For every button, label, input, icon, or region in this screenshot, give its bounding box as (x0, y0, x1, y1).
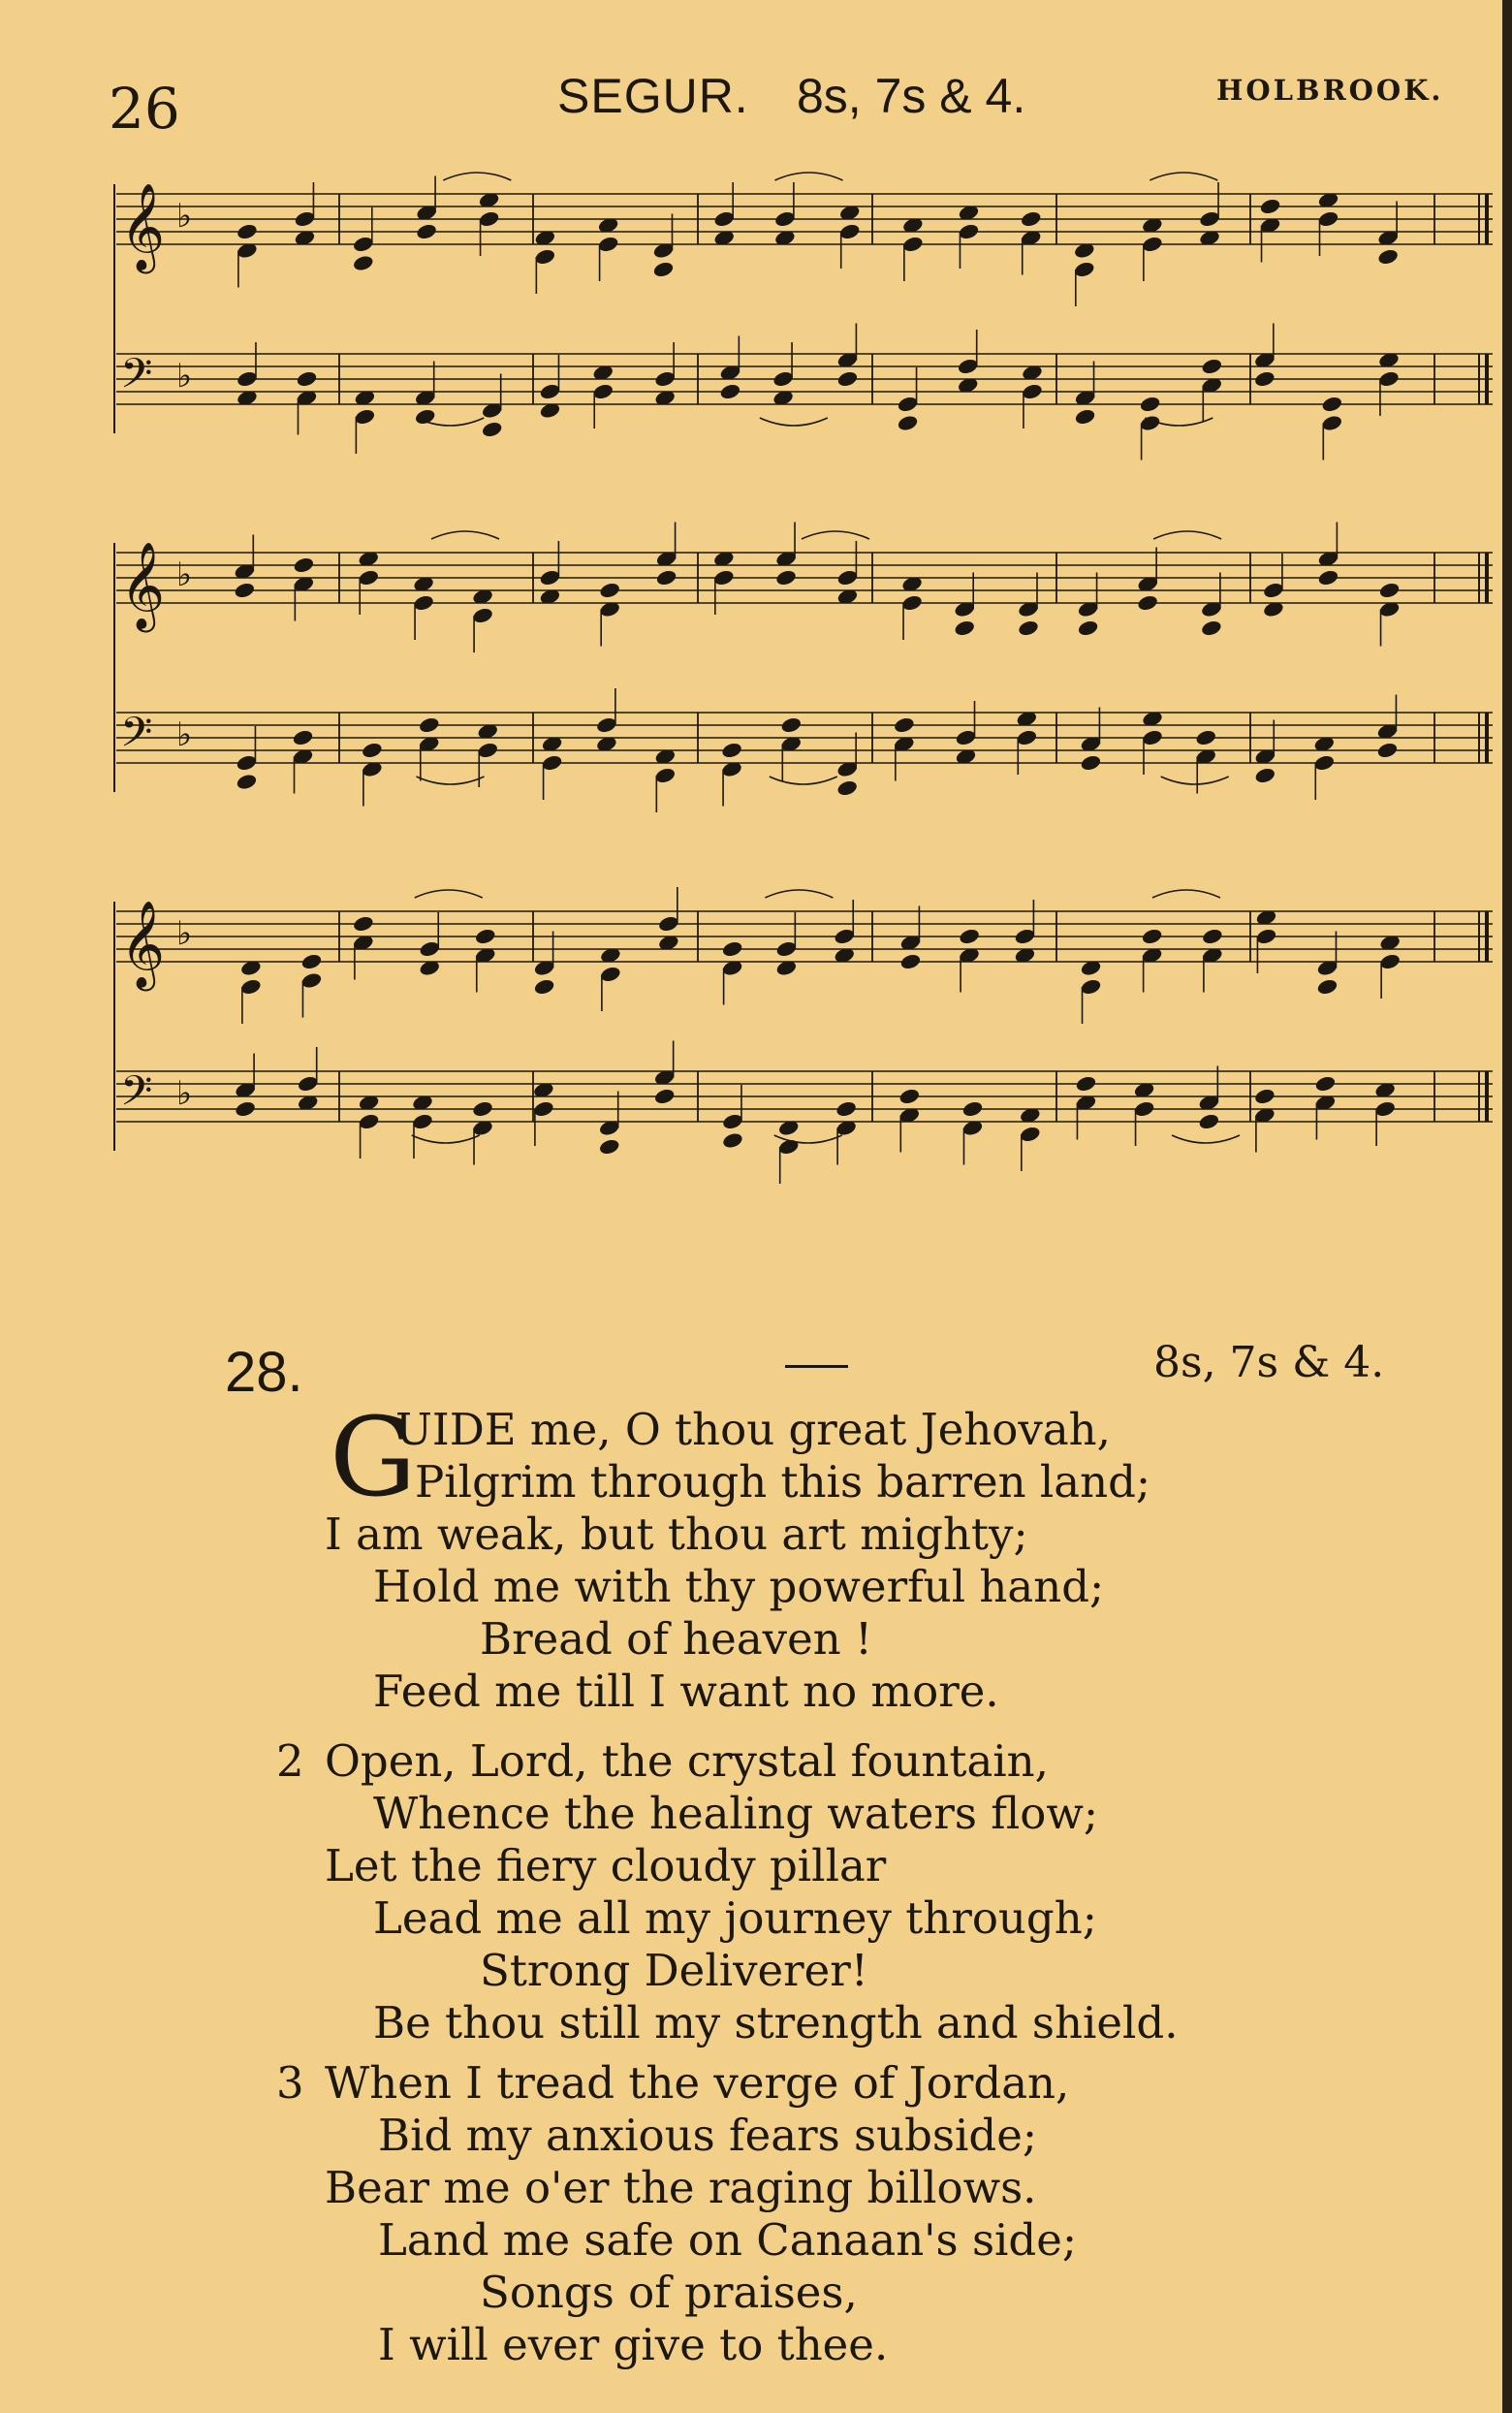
slur (1152, 890, 1220, 898)
note-head (292, 728, 314, 746)
note-head (898, 1087, 921, 1105)
note-head (1137, 593, 1159, 612)
note-head (1020, 209, 1042, 228)
note-head (961, 1099, 984, 1118)
note-head (1201, 357, 1223, 375)
note-head (720, 741, 742, 759)
note-head (471, 1099, 493, 1118)
stanza-3-line-6: I will ever give to thee. (378, 2319, 889, 2370)
note-head (1321, 395, 1343, 413)
note-head (654, 766, 677, 784)
note-head (838, 222, 861, 240)
note-head (1379, 952, 1402, 970)
note-head (652, 260, 675, 278)
note-head (1253, 1087, 1276, 1105)
note-head (957, 357, 979, 375)
note-head (297, 1074, 319, 1093)
slur (765, 890, 833, 898)
note-head (300, 952, 323, 970)
note-head (1073, 260, 1095, 278)
page-number: 26 (109, 76, 180, 142)
note-head (1195, 728, 1217, 746)
slur (802, 531, 869, 539)
note-head (1255, 927, 1277, 945)
bass-clef-icon: 𝄢 (120, 709, 153, 767)
note-head (900, 593, 923, 612)
note-head (1077, 619, 1099, 637)
note-head (1378, 581, 1401, 599)
slur (443, 173, 511, 180)
note-head (773, 209, 796, 228)
tune-meter: 8s, 7s & 4. (797, 69, 1026, 123)
note-head (294, 209, 316, 228)
note-head (780, 715, 803, 734)
note-head (1201, 927, 1223, 945)
note-head (719, 382, 741, 400)
note-head (774, 568, 797, 587)
slur (1161, 777, 1229, 784)
hymn-number: 28. (225, 1341, 303, 1404)
note-head (239, 977, 262, 996)
stanza-1-line-2: Pilgrim through this barren land; (415, 1456, 1151, 1508)
note-head (1376, 741, 1399, 759)
note-head (352, 254, 374, 272)
note-head (296, 369, 318, 388)
note-head (597, 235, 619, 253)
drop-cap: G (330, 1395, 417, 1521)
note-head (532, 1099, 554, 1118)
note-head (1313, 753, 1336, 772)
flat-sign-icon: ♭ (176, 1074, 193, 1113)
slur (1150, 173, 1217, 180)
flat-sign-icon: ♭ (176, 197, 193, 236)
note-head (1075, 1074, 1097, 1093)
note-head (653, 1087, 676, 1105)
note-head (893, 715, 915, 734)
note-head (712, 568, 735, 587)
note-head (1254, 766, 1276, 784)
note-head (1316, 977, 1339, 996)
slur (770, 777, 837, 784)
stanza-1-line-3: I am weak, but thou art mighty; (325, 1508, 1028, 1560)
note-head (1016, 728, 1038, 746)
slur (760, 418, 828, 426)
slur (431, 531, 499, 539)
note-head (478, 209, 500, 228)
slur (1172, 1135, 1240, 1143)
note-head (236, 222, 258, 240)
note-head (836, 778, 859, 797)
note-head (236, 753, 258, 772)
note-head (1374, 1099, 1397, 1118)
composer-name: HOLBROOK. (1216, 74, 1444, 107)
note-head (899, 952, 922, 970)
page-header (0, 0, 1512, 155)
stanza-2-line-5: Strong Deliverer! (480, 1945, 868, 1996)
note-head (1253, 369, 1276, 388)
note-head (1080, 977, 1102, 996)
note-head (1133, 1099, 1155, 1118)
stanza-3-line-2: Bid my anxious fears subside; (378, 2110, 1038, 2161)
note-head (481, 420, 503, 438)
note-head (415, 222, 437, 240)
note-head (836, 568, 859, 587)
stanza-1-line-5: Bread of heaven ! (480, 1613, 873, 1665)
stanza-3-number: 3 (276, 2057, 304, 2109)
stanza-3-line-3: Bear me o'er the raging billows. (325, 2162, 1037, 2213)
note-head (599, 581, 621, 599)
stanza-2-line-3: Let the fiery cloudy pillar (325, 1840, 887, 1891)
note-head (721, 1112, 743, 1130)
stanza-2-line-1: Open, Lord, the crystal fountain, (325, 1735, 1049, 1787)
note-head (713, 209, 736, 228)
note-head (1377, 369, 1400, 388)
stanza-2-line-6: Be thou still my strength and shield. (373, 1997, 1179, 2048)
music-score (97, 155, 1502, 1338)
note-head (654, 369, 677, 388)
note-head (477, 741, 499, 759)
note-head (1321, 414, 1343, 432)
note-head (775, 939, 798, 958)
stanza-3-line-1: When I tread the verge of Jordan, (325, 2057, 1070, 2109)
note-head (1262, 581, 1284, 599)
stanza-3-line-5: Songs of praises, (480, 2267, 858, 2318)
note-head (541, 753, 563, 772)
note-head (595, 715, 617, 734)
slur (774, 173, 842, 180)
treble-clef-icon: 𝄞 (120, 183, 166, 270)
note-head (1080, 753, 1102, 772)
note-head (236, 369, 258, 388)
hymn-meter: 8s, 7s & 4. (1153, 1338, 1385, 1387)
note-head (539, 568, 561, 587)
music-score-svg (97, 155, 1502, 1338)
note-head (300, 971, 323, 990)
note-head (721, 939, 743, 958)
hymn-divider (785, 1365, 848, 1368)
note-head (897, 395, 919, 413)
note-head (1021, 382, 1043, 400)
note-head (835, 1099, 857, 1118)
note-head (955, 728, 977, 746)
flat-sign-icon: ♭ (176, 715, 193, 754)
bass-clef-icon: 𝄢 (120, 1067, 153, 1126)
stanza-2-number: 2 (276, 1735, 304, 1787)
bass-clef-icon: 𝄢 (120, 350, 153, 408)
note-head (474, 927, 496, 945)
note-head (533, 977, 555, 996)
stanza-2-line-4: Lead me all my journey through; (373, 1892, 1097, 1944)
note-head (358, 1112, 380, 1130)
note-head (418, 715, 440, 734)
note-head (534, 247, 556, 266)
note-head (721, 1131, 743, 1150)
note-head (234, 581, 256, 599)
note-head (901, 235, 924, 253)
flat-sign-icon: ♭ (176, 357, 193, 396)
note-head (1017, 619, 1039, 637)
stanza-2-line-2: Whence the healing waters flow; (373, 1788, 1099, 1839)
note-head (358, 568, 380, 587)
note-head (1198, 209, 1220, 228)
note-head (657, 914, 679, 933)
slur (417, 777, 485, 784)
note-head (1014, 927, 1036, 945)
note-head (599, 965, 621, 983)
stanza-1-line-1: UIDE me, O thou great Jehovah, (395, 1404, 1111, 1455)
note-head (352, 914, 374, 933)
note-head (419, 939, 441, 958)
note-head (1317, 568, 1339, 587)
slur (774, 1135, 842, 1143)
note-head (1198, 1112, 1220, 1130)
stanza-3-line-4: Land me safe on Canaan's side; (378, 2214, 1078, 2266)
flat-sign-icon: ♭ (176, 556, 193, 594)
page-edge (1502, 0, 1512, 2413)
slur (412, 1135, 480, 1143)
note-head (354, 407, 376, 426)
note-head (1141, 235, 1163, 253)
note-head (1139, 395, 1161, 413)
note-head (958, 927, 980, 945)
note-head (897, 414, 919, 432)
note-head (592, 382, 614, 400)
slur (1153, 531, 1221, 539)
stanza-1-line-6: Feed me till I want no more. (373, 1666, 999, 1717)
note-head (836, 369, 859, 388)
slur (415, 890, 483, 898)
note-head (772, 369, 794, 388)
note-head (352, 235, 374, 253)
note-head (471, 606, 493, 624)
note-head (361, 741, 383, 759)
note-head (412, 593, 434, 612)
note-head (598, 1137, 620, 1156)
note-head (1377, 247, 1400, 266)
note-head (411, 1112, 433, 1130)
tune-name: SEGUR. (557, 69, 749, 123)
stanza-1-line-4: Hold me with thy powerful hand; (373, 1561, 1105, 1612)
note-head (1259, 197, 1281, 215)
note-head (1314, 1074, 1337, 1093)
note-head (1074, 407, 1096, 426)
note-head (539, 382, 561, 400)
note-head (1019, 1125, 1041, 1143)
note-head (234, 1099, 256, 1118)
note-head (1317, 209, 1339, 228)
treble-clef-icon: 𝄞 (120, 542, 166, 629)
note-head (1141, 728, 1163, 746)
note-head (1141, 927, 1163, 945)
note-head (293, 556, 315, 574)
note-head (958, 222, 980, 240)
note-head (834, 927, 856, 945)
note-head (655, 568, 677, 587)
flat-sign-icon: ♭ (176, 914, 193, 953)
note-head (954, 619, 976, 637)
note-head (236, 773, 258, 791)
treble-clef-icon: 𝄞 (120, 901, 166, 988)
note-head (1200, 619, 1222, 637)
